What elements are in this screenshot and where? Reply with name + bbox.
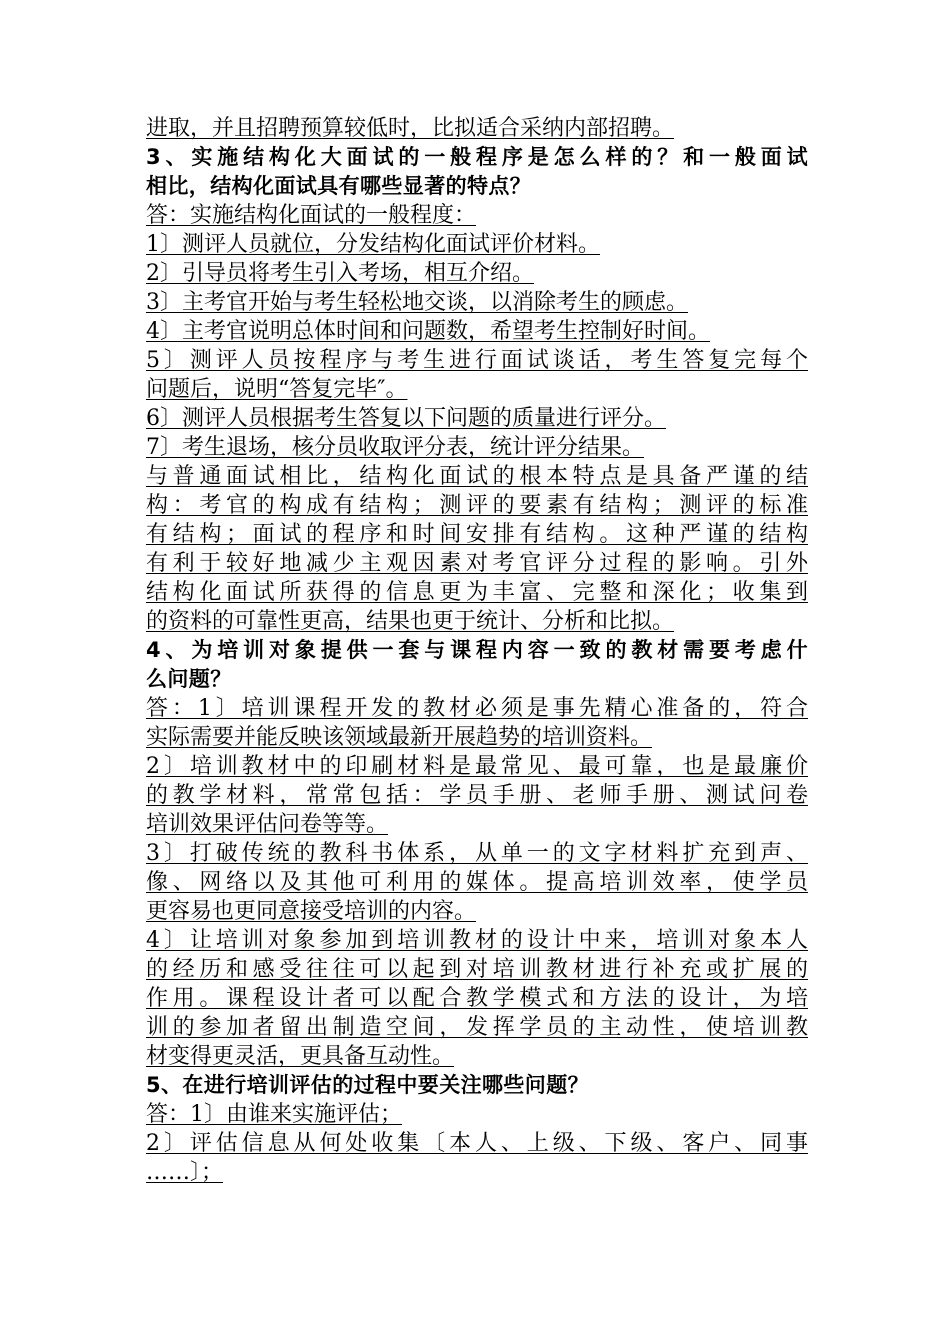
answer-line: 答：1〕培训课程开发的教材必须是事先精心准备的，符合 — [146, 696, 808, 721]
answer-line: 构：考官的构成有结构；测评的要素有结构；测评的标准 — [146, 493, 808, 518]
answer-text: 4〕主考官说明总体时间和问题数，希望考生控制好时间。 — [146, 319, 710, 344]
answer-text: 2〕引导员将考生引入考场，相互介绍。 — [146, 261, 534, 286]
answer-line — [146, 1042, 808, 1071]
document-page — [146, 114, 808, 1187]
answer-line — [146, 114, 808, 143]
answer-line — [146, 230, 808, 259]
answer-line: 像、网络以及其他可利用的媒体。提高培训效率，使学员 — [146, 870, 808, 895]
answer-text: 7〕考生退场，核分员收取评分表，统计评分结果。 — [146, 435, 644, 460]
answer-line: 与普通面试相比，结构化面试的根本特点是具备严谨的结 — [146, 464, 808, 489]
answer-line: 有结构；面试的程序和时间安排有结构。这种严谨的结构 — [146, 522, 808, 547]
answer-line — [146, 259, 808, 288]
answer-text: 答：实施结构化面试的一般程度： — [146, 203, 477, 228]
answer-line: 5〕测评人员按程序与考生进行面试谈话，考生答复完每个 — [146, 348, 808, 373]
answer-line: 2〕培训教材中的印刷材料是最常见、最可靠，也是最廉价 — [146, 754, 808, 779]
answer-line: 训的参加者留出制造空间，发挥学员的主动性，使培训教 — [146, 1015, 808, 1040]
answer-text: 培训效果评估问卷等等。 — [146, 812, 389, 837]
question-line — [146, 665, 808, 694]
answer-line — [146, 723, 808, 752]
answer-text: 答：1〕由谁来实施评估； — [146, 1102, 402, 1127]
answer-line — [146, 288, 808, 317]
answer-line — [146, 607, 808, 636]
answer-text: 6〕测评人员根据考生答复以下问题的质量进行评分。 — [146, 406, 666, 431]
answer-line — [146, 1100, 808, 1129]
answer-text: 的资料的可靠性更高，结果也更于统计、分析和比拟。 — [146, 609, 675, 634]
answer-line — [146, 375, 808, 404]
question-text: 相比，结构化面试具有哪些显著的特点？ — [146, 174, 532, 198]
answer-line — [146, 897, 808, 926]
answer-text: 更容易也更同意接受培训的内容。 — [146, 899, 477, 924]
answer-line — [146, 404, 808, 433]
answer-line: 的教学材料，常常包括：学员手册、老师手册、测试问卷 — [146, 783, 808, 808]
answer-line: 2〕评估信息从何处收集〔本人、上级、下级、客户、同事 — [146, 1131, 808, 1156]
answer-text: ……〕； — [146, 1160, 224, 1185]
question-text: 5、在进行培训评估的过程中要关注哪些问题？ — [146, 1073, 590, 1097]
answer-line: 的经历和感受往往可以起到对培训教材进行补充或扩展的 — [146, 957, 808, 982]
question-line: 4、为培训对象提供一套与课程内容一致的教材需要考虑什 — [146, 638, 808, 662]
question-line: 3、实施结构化大面试的一般程序是怎么样的？和一般面试 — [146, 145, 808, 169]
answer-line — [146, 433, 808, 462]
answer-text: 问题后，说明“答复完毕″。 — [146, 377, 408, 402]
answer-text: 1〕测评人员就位，分发结构化面试评价材料。 — [146, 232, 600, 257]
answer-line: 有利于较好地减少主观因素对考官评分过程的影响。引外 — [146, 551, 808, 576]
answer-line: 3〕打破传统的教科书体系，从单一的文字材料扩充到声、 — [146, 841, 808, 866]
answer-text: 3〕主考官开始与考生轻松地交谈，以消除考生的顾虑。 — [146, 290, 688, 315]
answer-line — [146, 810, 808, 839]
question-line — [146, 1071, 808, 1100]
answer-line: 4〕让培训对象参加到培训教材的设计中来，培训对象本人 — [146, 928, 808, 953]
answer-text: 材变得更灵活，更具备互动性。 — [146, 1044, 455, 1069]
answer-line — [146, 201, 808, 230]
answer-text: 实际需要并能反映该领域最新开展趋势的培训资料。 — [146, 725, 653, 750]
answer-line: 结构化面试所获得的信息更为丰富、完整和深化；收集到 — [146, 580, 808, 605]
answer-text: 进取，并且招聘预算较低时，比拟适合采纳内部招聘。 — [146, 116, 675, 141]
answer-line: 作用。课程设计者可以配合教学模式和方法的设计，为培 — [146, 986, 808, 1011]
question-text: 么问题？ — [146, 667, 232, 691]
answer-line — [146, 1158, 808, 1187]
question-line — [146, 172, 808, 201]
answer-line — [146, 317, 808, 346]
